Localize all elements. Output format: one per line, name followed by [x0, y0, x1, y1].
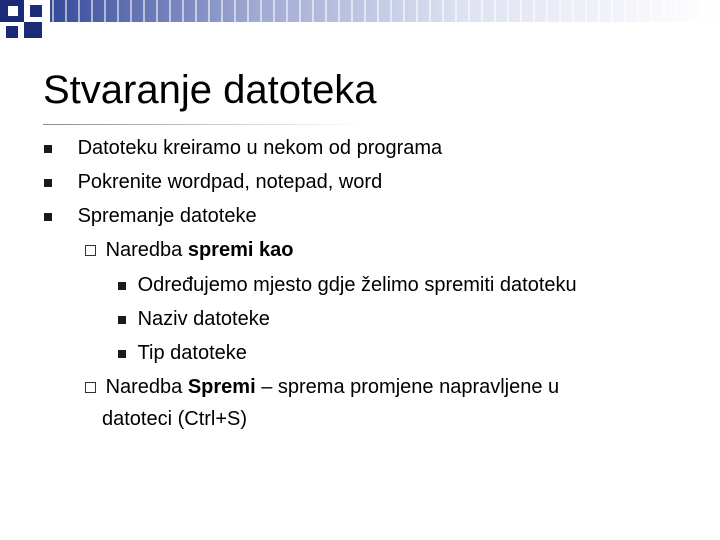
corner-squares-decoration: [0, 0, 52, 44]
sub-bullet-suffix: – sprema promjene napravljene u: [255, 376, 560, 398]
bullet-text: Datoteku kreiramo u nekom od programa: [77, 137, 443, 159]
sub-bullet-bold-command: Spremi: [187, 376, 256, 398]
sub-sub-bullet-item: [118, 341, 247, 365]
title-underline: [43, 124, 363, 125]
slide-title: Stvaranje datoteka: [43, 68, 377, 112]
hollow-square-bullet-icon: [85, 245, 96, 256]
sub-bullet-continuation: datoteci (Ctrl+S): [102, 408, 248, 430]
sub-bullet-bold-command: spremi kao: [187, 239, 294, 261]
sub-sub-bullet-text: Određujemo mjesto gdje želimo spremiti datoteku: [137, 274, 577, 296]
header-gradient-band: [0, 0, 720, 22]
sub-bullet-item: [85, 375, 559, 399]
bullet-item: [44, 136, 442, 160]
bullet-item: [44, 170, 382, 194]
sub-sub-bullet-item: [118, 307, 270, 331]
corner-square: [30, 5, 42, 17]
hollow-square-bullet-icon: [85, 382, 96, 393]
sub-bullet-prefix: Naredba: [105, 376, 188, 398]
square-bullet-icon: [118, 316, 126, 324]
sub-sub-bullet-text: Naziv datoteke: [137, 308, 270, 330]
square-bullet-icon: [44, 179, 52, 187]
bullet-item: [44, 204, 257, 228]
square-bullet-icon: [118, 350, 126, 358]
square-bullet-icon: [118, 282, 126, 290]
corner-square: [8, 6, 18, 16]
bullet-text: Pokrenite wordpad, notepad, word: [77, 171, 383, 193]
sub-bullet-prefix: Naredba: [105, 239, 188, 261]
sub-sub-bullet-text: Tip datoteke: [137, 342, 247, 364]
sub-bullet-item: [85, 238, 293, 262]
sub-sub-bullet-item: [118, 273, 577, 297]
square-bullet-icon: [44, 213, 52, 221]
bullet-text: Spremanje datoteke: [77, 205, 257, 227]
square-bullet-icon: [44, 145, 52, 153]
corner-square: [24, 22, 42, 38]
corner-square: [6, 26, 18, 38]
